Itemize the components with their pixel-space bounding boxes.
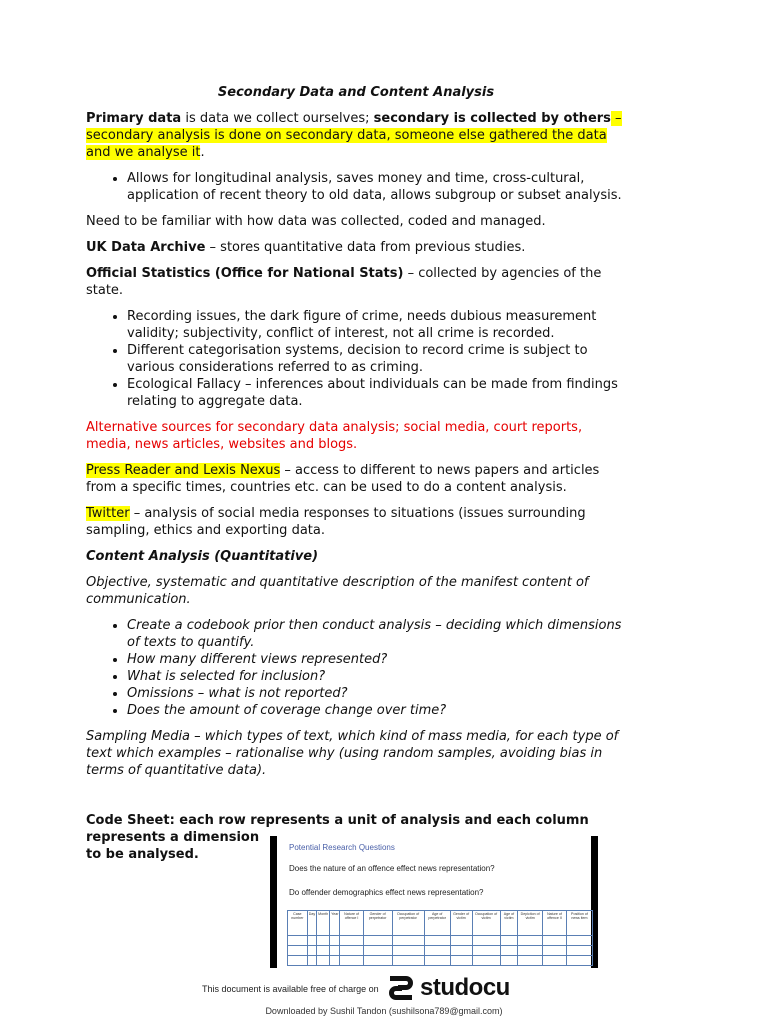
- code-sheet-cell: [317, 956, 330, 966]
- table-row: [288, 956, 593, 966]
- press-reader-text: – access to different to news papers and articles from a specific times, countries etc. can be used to do a content analysis.: [86, 463, 600, 495]
- secondary-analysis-highlight: – secondary analysis is done on secondary data, someone else gathered the data and we analyse it: [86, 111, 622, 160]
- code-sheet-cell: [500, 946, 518, 956]
- official-stats-paragraph: [86, 265, 626, 299]
- list-item: • Does the amount of coverage change over time?: [127, 702, 626, 719]
- code-sheet-cell: [340, 956, 363, 966]
- code-sheet-column-header: Month: [317, 911, 330, 936]
- list-item: • Allows for longitudinal analysis, saves money and time, cross-cultural, application of recent theory to old data, allows subgroup or subset analysis.: [127, 170, 626, 204]
- code-sheet-cell: [392, 956, 424, 966]
- code-sheet-table: [287, 910, 593, 966]
- code-sheet-cell: [330, 946, 340, 956]
- table-row: [288, 936, 593, 946]
- list-item: • Omissions – what is not reported?: [127, 685, 626, 702]
- code-sheet-cell: [363, 936, 392, 946]
- code-sheet-cell: [566, 946, 592, 956]
- list-item: • Create a codebook prior then conduct analysis – deciding which dimensions of texts to quantify.: [127, 617, 626, 651]
- code-sheet-column-header: Occupation of perpetrator: [392, 911, 424, 936]
- code-sheet-cell: [288, 936, 308, 946]
- code-sheet-heading: Code Sheet: each row represents a unit of analysis and each column: [86, 813, 589, 828]
- code-sheet-column-header: Age of victim: [500, 911, 518, 936]
- code-sheet-cell: [307, 946, 316, 956]
- code-sheet-cell: [288, 946, 308, 956]
- code-sheet-cell: [518, 946, 543, 956]
- twitter-paragraph: [86, 505, 626, 539]
- code-sheet-column-header: Gender of perpetrator: [363, 911, 392, 936]
- code-sheet-cell: [543, 956, 567, 966]
- code-sheet-column-header: Depiction of victim: [518, 911, 543, 936]
- code-sheet-cell: [472, 956, 500, 966]
- list-item: • How many different views represented?: [127, 651, 626, 668]
- code-sheet-cell: [472, 936, 500, 946]
- code-sheet-cell: [500, 936, 518, 946]
- code-sheet-continuation: represents a dimension to be analysed.: [86, 830, 260, 862]
- press-reader-highlight: Press Reader and Lexis Nexus: [86, 463, 281, 478]
- content-bullets: [86, 617, 626, 719]
- twitter-highlight: Twitter: [86, 506, 130, 521]
- list-item: • Ecological Fallacy – inferences about individuals can be made from findings relating to aggregate data.: [127, 376, 626, 410]
- secondary-data-term: secondary is collected by others: [373, 111, 611, 126]
- press-reader-paragraph: [86, 462, 626, 496]
- footer-download-info: Downloaded by Sushil Tandon (sushilsona789@gmail.com): [265, 1006, 503, 1016]
- official-stats-text: – collected by agencies of the state.: [86, 266, 602, 298]
- code-sheet-cell: [566, 956, 592, 966]
- code-sheet-cell: [450, 936, 472, 946]
- familiar-paragraph: Need to be familiar with how data was collected, coded and managed.: [86, 214, 546, 229]
- code-sheet-column-header: Occupation of victim: [472, 911, 500, 936]
- research-question-2: Do offender demographics effect news representation?: [289, 888, 484, 897]
- studocu-brand-link[interactable]: studocu: [420, 974, 510, 1001]
- primary-data-term: Primary data: [86, 111, 182, 126]
- code-sheet-cell: [450, 946, 472, 956]
- primary-data-text: is data we collect ourselves;: [181, 111, 374, 126]
- code-sheet-column-header: Nature of offence I: [340, 911, 363, 936]
- code-sheet-cell: [317, 936, 330, 946]
- code-sheet-cell: [330, 956, 340, 966]
- studocu-logo-icon[interactable]: [386, 973, 416, 1003]
- official-stats-term: Official Statistics (Office for National Stats): [86, 266, 404, 281]
- code-sheet-column-header: Age of perpetrator: [424, 911, 450, 936]
- table-row: [288, 946, 593, 956]
- code-sheet-cell: [392, 936, 424, 946]
- code-sheet-cell: [424, 936, 450, 946]
- document-title: Secondary Data and Content Analysis: [217, 85, 495, 100]
- code-sheet-cell: [363, 956, 392, 966]
- code-sheet-cell: [307, 936, 316, 946]
- code-sheet-cell: [340, 936, 363, 946]
- archive-term: UK Data Archive: [86, 240, 206, 255]
- code-sheet-column-header: Gender of victim: [450, 911, 472, 936]
- archive-paragraph: [86, 239, 626, 256]
- list-item: • Recording issues, the dark figure of crime, needs dubious measurement validity; subjectivity, conflict of interest, not all crime is recorded.: [127, 308, 626, 342]
- code-sheet-cell: [543, 946, 567, 956]
- primary-bullets: [86, 170, 626, 204]
- twitter-text: – analysis of social media responses to situations (issues surrounding sampling, ethics and exporting data.: [86, 506, 586, 538]
- code-sheet-cell: [288, 956, 308, 966]
- footer-availability-text: This document is available free of charge on: [202, 984, 379, 994]
- primary-data-end: .: [200, 145, 205, 160]
- code-sheet-cell: [317, 946, 330, 956]
- archive-text: – stores quantitative data from previous studies.: [205, 240, 526, 255]
- code-sheet-cell: [424, 946, 450, 956]
- code-sheet-cell: [566, 936, 592, 946]
- code-sheet-column-header: Year: [330, 911, 340, 936]
- list-item: • What is selected for inclusion?: [127, 668, 626, 685]
- content-analysis-description: Objective, systematic and quantitative description of the manifest content of communication.: [86, 575, 589, 607]
- code-sheet-cell: [363, 946, 392, 956]
- code-sheet-column-header: Case number: [288, 911, 308, 936]
- sampling-media-paragraph: Sampling Media – which types of text, which kind of mass media, for each type of text which examples – rationalise why (using random samples, avoiding bias in terms of quantitative data).: [86, 729, 619, 778]
- list-item: • Different categorisation systems, decision to record crime is subject to various considerations referred to as criming.: [127, 342, 626, 376]
- code-sheet-cell: [307, 956, 316, 966]
- code-sheet-cell: [392, 946, 424, 956]
- document-body: [86, 84, 626, 788]
- research-questions-title: Potential Research Questions: [289, 843, 395, 852]
- official-bullets: [86, 308, 626, 410]
- code-sheet-cell: [450, 956, 472, 966]
- code-sheet-column-header: Day: [307, 911, 316, 936]
- code-sheet-cell: [518, 956, 543, 966]
- embedded-research-image: [270, 836, 598, 968]
- code-sheet-cell: [424, 956, 450, 966]
- primary-data-paragraph: [86, 110, 626, 161]
- research-question-1: Does the nature of an offence effect news representation?: [289, 864, 495, 873]
- code-sheet-column-header: Nature of offence II: [543, 911, 567, 936]
- code-sheet-cell: [330, 936, 340, 946]
- code-sheet-cell: [340, 946, 363, 956]
- code-sheet-cell: [500, 956, 518, 966]
- alternative-sources-paragraph: Alternative sources for secondary data analysis; social media, court reports, media, news articles, websites and blogs.: [86, 420, 583, 452]
- content-analysis-heading: Content Analysis (Quantitative): [86, 549, 319, 564]
- code-sheet-cell: [472, 946, 500, 956]
- code-sheet-cell: [518, 936, 543, 946]
- code-sheet-column-header: Position of news item: [566, 911, 592, 936]
- code-sheet-cell: [543, 936, 567, 946]
